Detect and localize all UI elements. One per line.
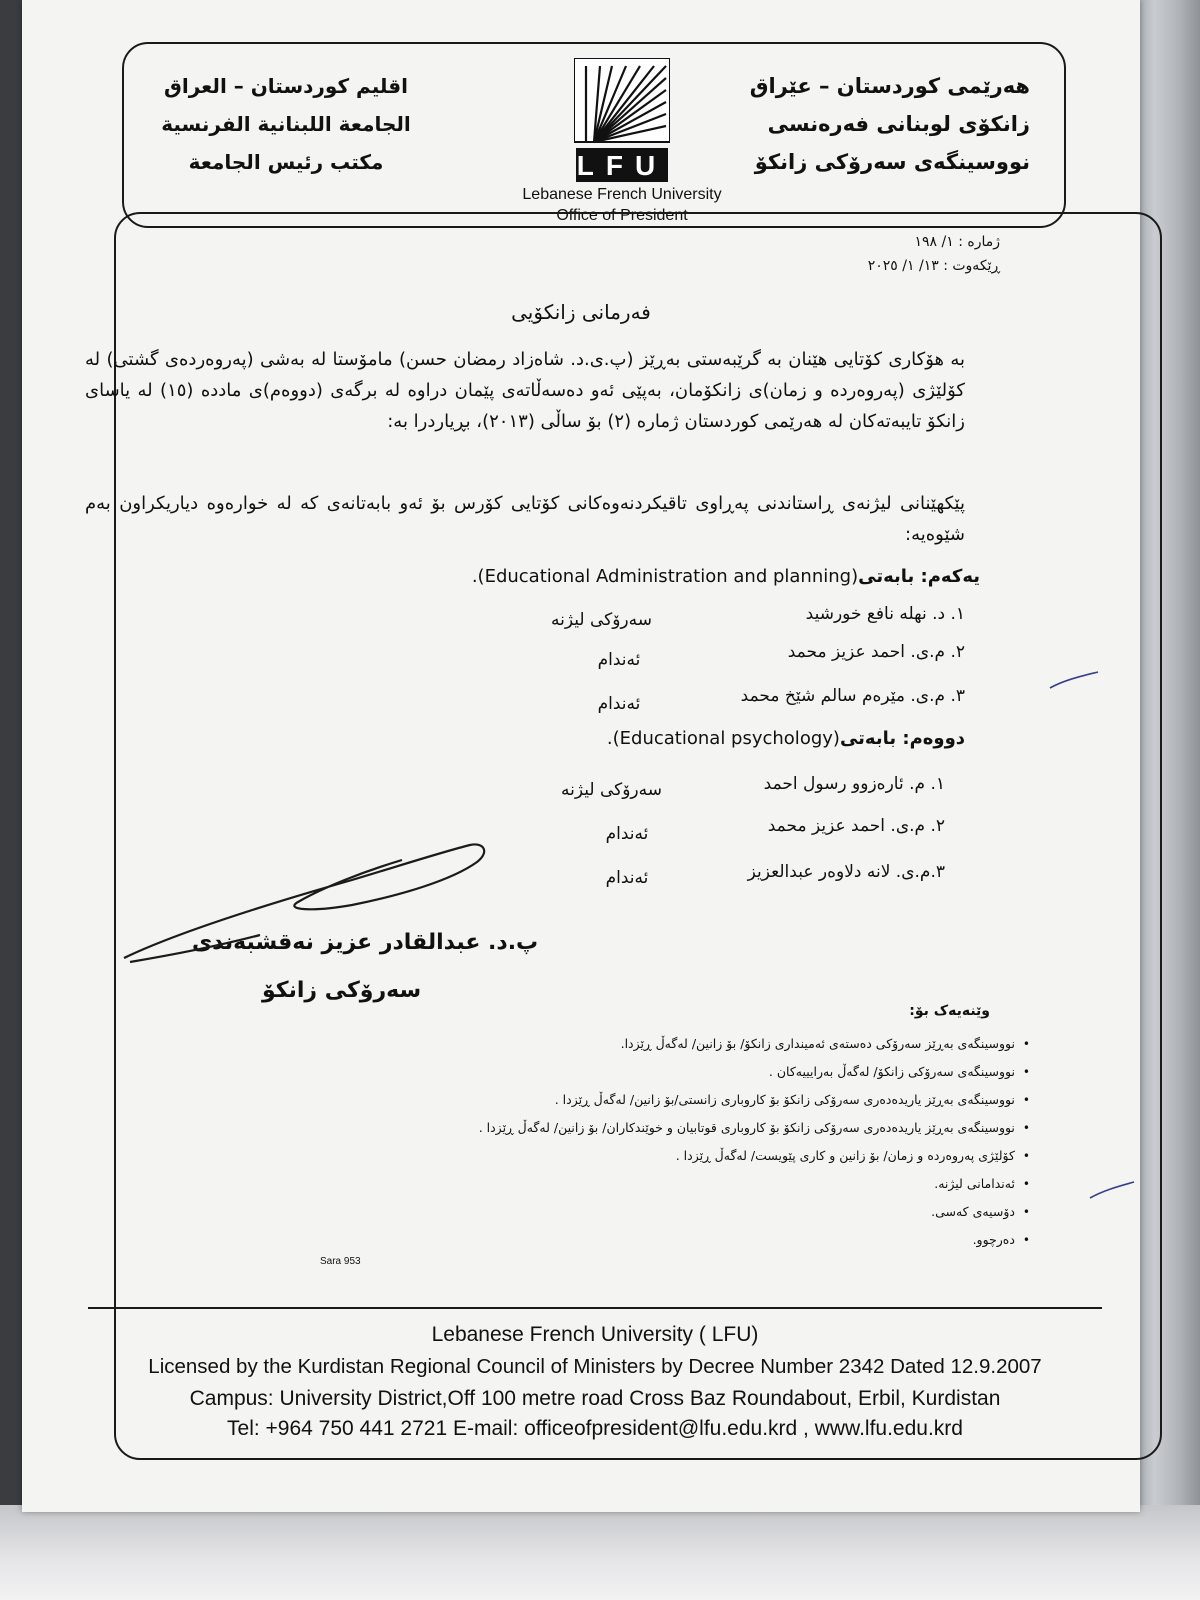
kurdish-university: زانکۆی لوبنانی فەرەنسی — [767, 112, 1030, 136]
lfu-logo — [574, 58, 670, 184]
intro-text: بە هۆکاری کۆتایی هێنان بە گرێبەستی بەڕێز (پ.ی.د. شاەزاد رمضان حسن) مامۆستا لە بەشی (پەروەردەی گشتی) لە کۆلێژی (پەروەردە و زمان)ی زانکۆمان، بەپێی ئەو دەسەڵاتەی پێمان دراوە لە برگەی (دووەم)ی مادده (١٥) لە یاسای زانکۆ تایبەتەکان لە هەرێمی کوردستان ژمارە (٢) بۆ ساڵی (٢٠١٣)، بڕیاردرا بە: — [85, 349, 966, 432]
committee-2-member-2: ٢. م.ی. احمد عزیز محمد — [767, 816, 945, 836]
letterhead — [122, 42, 1066, 228]
cc-item: • نووسینگەی بەڕێز یاریدەدەری سەرۆکی زانکۆ بۆ کاروباری زانستی/بۆ زانین/ لەگەڵ ڕێزدا . — [330, 1086, 1030, 1114]
decision-paragraph — [85, 488, 965, 550]
document-title: فەرمانی زانکۆیی — [511, 300, 651, 324]
footer-contact: Tel: +964 750 441 2721 E-mail: officeofpresident@lfu.edu.krd , www.lfu.edu.krd — [227, 1417, 963, 1440]
committee-1-role-1: سەرۆکی لیژنە — [551, 610, 652, 630]
university-name-en: Lebanese French University — [522, 186, 722, 203]
document-sheet — [22, 0, 1140, 1512]
footer-address: Campus: University District,Off 100 metre road Cross Baz Roundabout, Erbil, Kurdistan — [189, 1387, 1001, 1410]
kurdish-region: هەرێمی کوردستان – عێراق — [749, 74, 1030, 98]
signatory-name: پ.د. عبدالقادر عزیز نەقشبەندی — [192, 930, 539, 955]
committee-2-role-1: سەرۆکی لیژنە — [561, 780, 662, 800]
cc-item: • نووسینگەی بەڕێز سەرۆکی دەستەی ئەمینداری زانکۆ/ بۆ زانین/ لەگەڵ ڕێزدا. — [330, 1030, 1030, 1058]
cc-item: • کۆلێژی پەروەردە و زمان/ بۆ زانین و کاری پێویست/ لەگەڵ ڕێزدا . — [330, 1142, 1030, 1170]
letterhead-kurdish — [740, 74, 1030, 188]
arabic-university: الجامعة اللبنانية الفرنسية — [161, 112, 411, 136]
committee-1-member-3: ٣. م.ی. مێرەم سالم شێخ محمد — [740, 686, 965, 706]
committee-1-heading — [472, 566, 980, 587]
binder-bottom-edge — [0, 1505, 1200, 1600]
logo-block — [522, 58, 722, 226]
cc-item: • دەرچوو. — [330, 1226, 1030, 1254]
footer-license: Licensed by the Kurdistan Regional Council of Ministers by Decree Number 2342 Dated 12.9.2007 — [148, 1355, 1042, 1378]
typist-code: Sara 953 — [320, 1256, 361, 1267]
committee-2-member-3: ٣.م.ی. لانە دلاوەر عبدالعزیز — [747, 862, 945, 882]
committee-1-role-3: ئەندام — [597, 694, 641, 714]
footer-divider — [88, 1307, 1102, 1309]
footer-university: Lebanese French University ( LFU) — [431, 1323, 759, 1346]
committee-2-heading — [607, 728, 965, 749]
reference-number: ژمارە : ١/ ١٩٨ — [914, 234, 1000, 250]
cc-heading: وێنەیەک بۆ: — [909, 1003, 990, 1019]
cc-item: • نووسینگەی بەڕێز یاریدەدەری سەرۆکی زانکۆ بۆ کاروباری قوتابیان و خوێندکاران/ بۆ زانین/ لەگەڵ ڕێزدا . — [330, 1114, 1030, 1142]
cc-item: • دۆسیەی کەسی. — [330, 1198, 1030, 1226]
logo-text: LFU — [576, 150, 668, 181]
kurdish-office: نووسینگەی سەرۆکی زانکۆ — [754, 150, 1030, 174]
cc-item: • ئەندامانی لیژنە. — [330, 1170, 1030, 1198]
arabic-office: مكتب رئيس الجامعة — [188, 150, 384, 174]
cc-item: • نووسینگەی سەرۆکی زانکۆ/ لەگەڵ بەرایییەکان . — [330, 1058, 1030, 1086]
signatory-title: سەرۆکی زانکۆ — [262, 978, 422, 1003]
office-name-en: Office of President — [556, 207, 688, 224]
reference-date: ڕێکەوت : ١٣/ ١/ ٢٠٢٥ — [867, 258, 1000, 274]
committee-2-prefix: دووەم: بابەتی — [839, 728, 965, 749]
committee-1-member-1: ١. د. نهله نافع خورشيد — [805, 604, 965, 624]
cc-list — [330, 1030, 1030, 1254]
decision-text: پێکهێنانی لیژنەی ڕاستاندنی پەڕاوی تاقیکردنەوەکانی کۆتایی کۆرس بۆ ئەو بابەتانەی کە لە خوارەوە دیاریکراون بەم شێوەیە: — [85, 493, 965, 545]
letterhead-arabic — [156, 74, 416, 188]
committee-2-subject: (Educational psychology). — [606, 728, 840, 749]
committee-2-role-2: ئەندام — [605, 824, 649, 844]
committee-1-subject: (Educational Administration and planning). — [471, 566, 859, 587]
committee-2-role-3: ئەندام — [605, 868, 649, 888]
committee-2-member-1: ١. م. ئارەزوو رسول احمد — [763, 774, 945, 794]
committee-1-prefix: یەکەم: بابەتی — [858, 566, 980, 587]
arabic-region: اقليم كوردستان – العراق — [163, 74, 409, 98]
committee-1-member-2: ٢. م.ی. احمد عزیز محمد — [787, 642, 965, 662]
committee-1-role-2: ئەندام — [597, 650, 641, 670]
intro-paragraph — [85, 344, 965, 437]
